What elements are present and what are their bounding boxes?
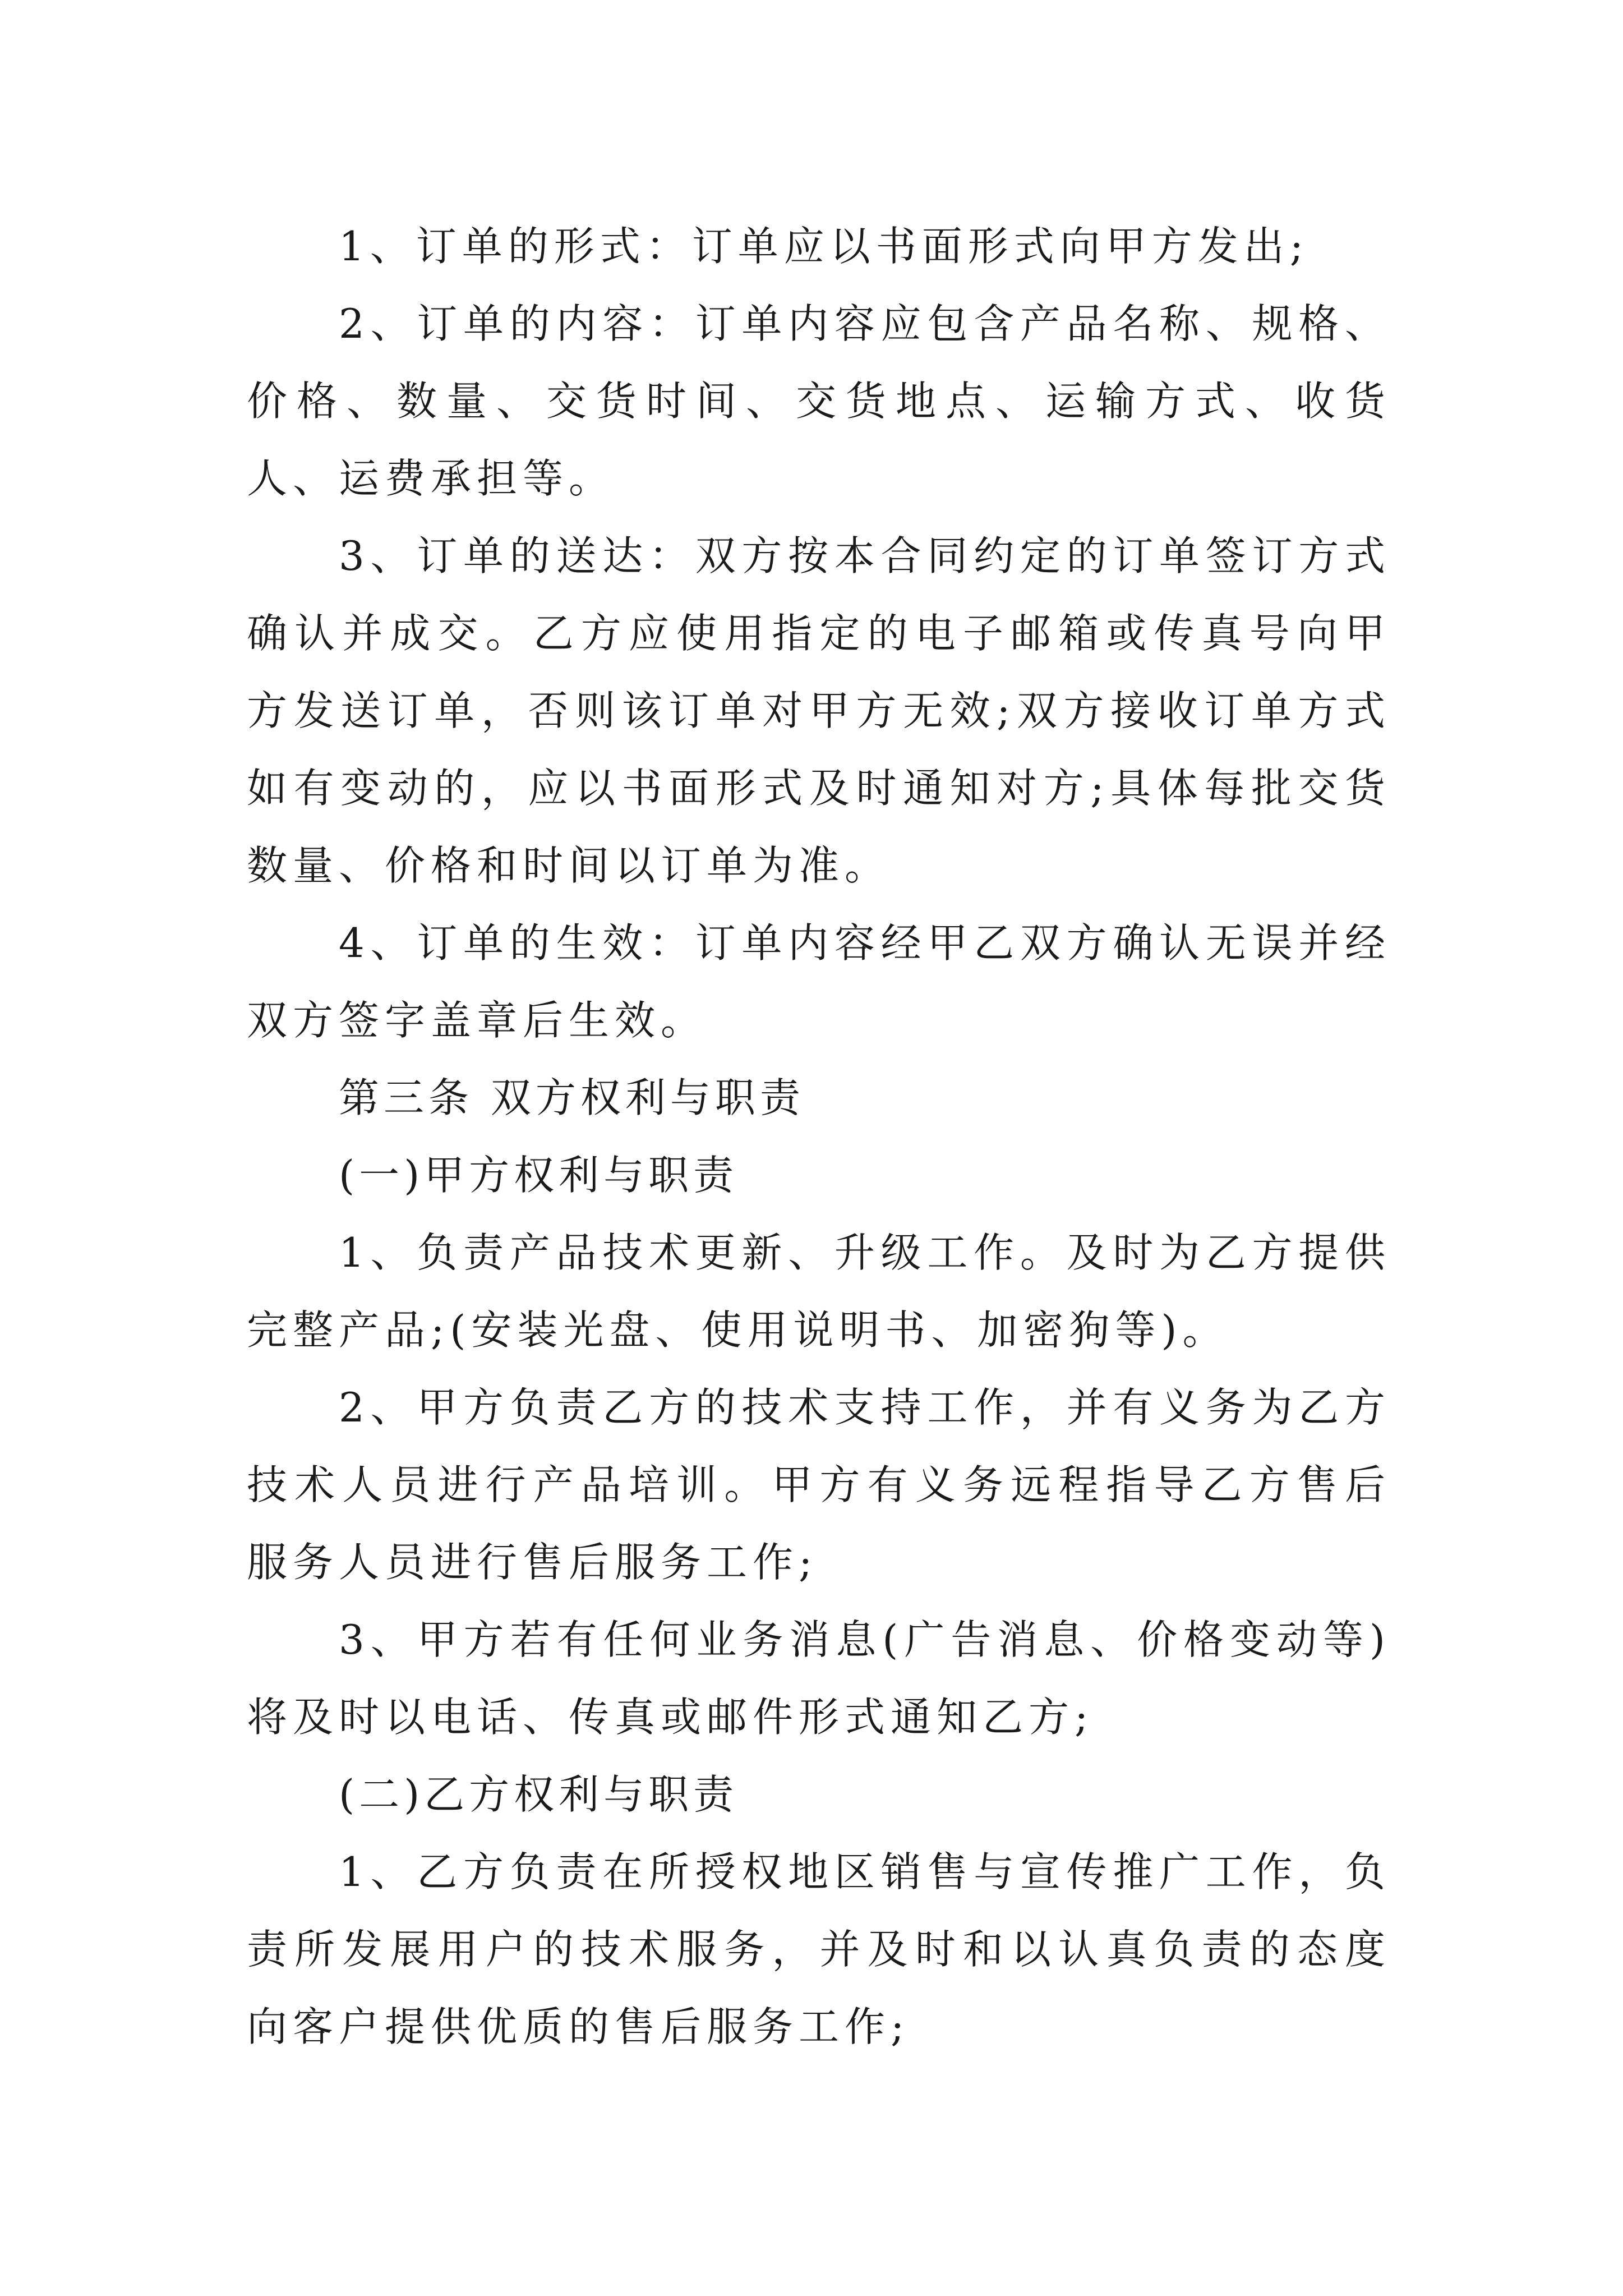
heading-party-b: (二)乙方权利与职责	[339, 1771, 739, 1818]
heading-article-three: 第三条 双方权利与职责	[339, 1074, 805, 1121]
document-body	[247, 208, 1391, 2065]
heading-party-a: (一)甲方权利与职责	[339, 1152, 739, 1199]
paragraph-order-content: 2、订单的内容：订单内容应包含产品名称、规格、价格、数量、交货时间、交货地点、运输方式、收货人、运费承担等。	[247, 300, 1391, 502]
paragraph-order-form: 1、订单的形式：订单应以书面形式向甲方发出;	[339, 223, 1310, 270]
paragraph-party-a-2: 2、甲方负责乙方的技术支持工作，并有义务为乙方技术人员进行产品培训。甲方有义务远程指导乙方售后服务人员进行售后服务工作;	[247, 1384, 1391, 1586]
paragraph-party-a-1: 1、负责产品技术更新、升级工作。及时为乙方提供完整产品;(安装光盘、使用说明书、加密狗等)。	[247, 1229, 1391, 1354]
paragraph-party-b-1: 1、乙方负责在所授权地区销售与宣传推广工作，负责所发展用户的技术服务，并及时和以认真负责的态度向客户提供优质的售后服务工作;	[247, 1848, 1391, 2050]
paragraph-order-delivery: 3、订单的送达：双方按本合同约定的订单签订方式确认并成交。乙方应使用指定的电子邮箱或传真号向甲方发送订单，否则该订单对甲方无效;双方接收订单方式如有变动的，应以书面形式及时通知对方;具体每批交货数量、价格和时间以订单为准。	[247, 532, 1391, 889]
paragraph-party-a-3: 3、甲方若有任何业务消息(广告消息、价格变动等)将及时以电话、传真或邮件形式通知乙方;	[247, 1616, 1391, 1741]
paragraph-order-effect: 4、订单的生效：订单内容经甲乙双方确认无误并经双方签字盖章后生效。	[247, 919, 1391, 1044]
